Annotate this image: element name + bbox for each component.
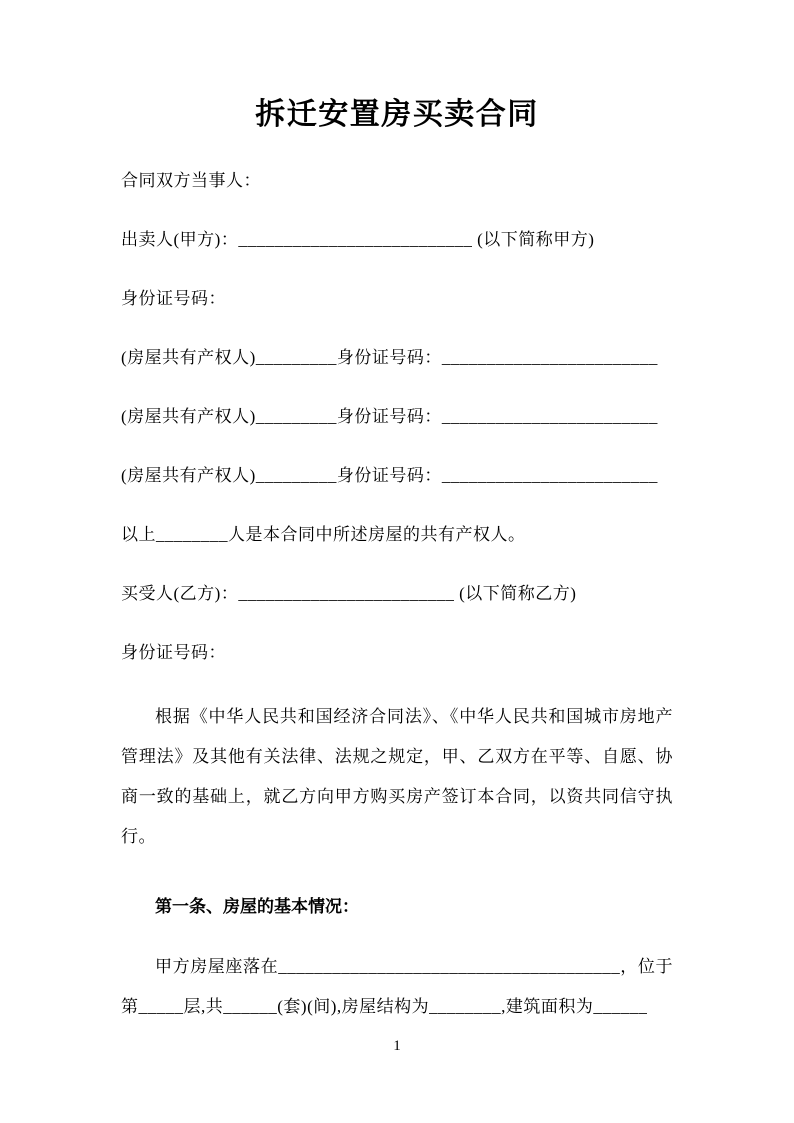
- page-number: 1: [393, 1038, 401, 1054]
- line-buyer: 买受人(乙方)：________________________ (以下简称乙方): [121, 584, 577, 603]
- line-co-owner-count: 以上________人是本合同中所述房屋的共有产权人。: [121, 525, 526, 544]
- document-content: [0, 95, 794, 1027]
- line-co-owner-2: (房屋共有产权人)_________身份证号码：________________________: [121, 407, 658, 426]
- line-seller: 出卖人(甲方)：__________________________ (以下简称甲方): [121, 230, 595, 249]
- article1-body: 甲方房屋座落在______________________________________，位于第_____层,共______(套)(间),房屋结构为________,建筑面积为______: [121, 957, 673, 1016]
- line-seller-id: 身份证号码：: [121, 289, 226, 308]
- document-title: 拆迁安置房买卖合同: [255, 98, 539, 131]
- line-co-owner-1: (房屋共有产权人)_________身份证号码：________________________: [121, 348, 658, 367]
- line-parties-intro: 合同双方当事人：: [121, 171, 261, 190]
- line-buyer-id: 身份证号码：: [121, 643, 226, 662]
- paragraph-preamble: 根据《中华人民共和国经济合同法》、《中华人民共和国城市房地产管理法》及其他有关法律、法规之规定，甲、乙双方在平等、自愿、协商一致的基础上，就乙方向甲方购买房产签订本合同，以资共同信守执行。: [121, 707, 673, 846]
- line-co-owner-3: (房屋共有产权人)_________身份证号码：________________________: [121, 466, 658, 485]
- article1-heading: 第一条、房屋的基本情况：: [155, 897, 359, 916]
